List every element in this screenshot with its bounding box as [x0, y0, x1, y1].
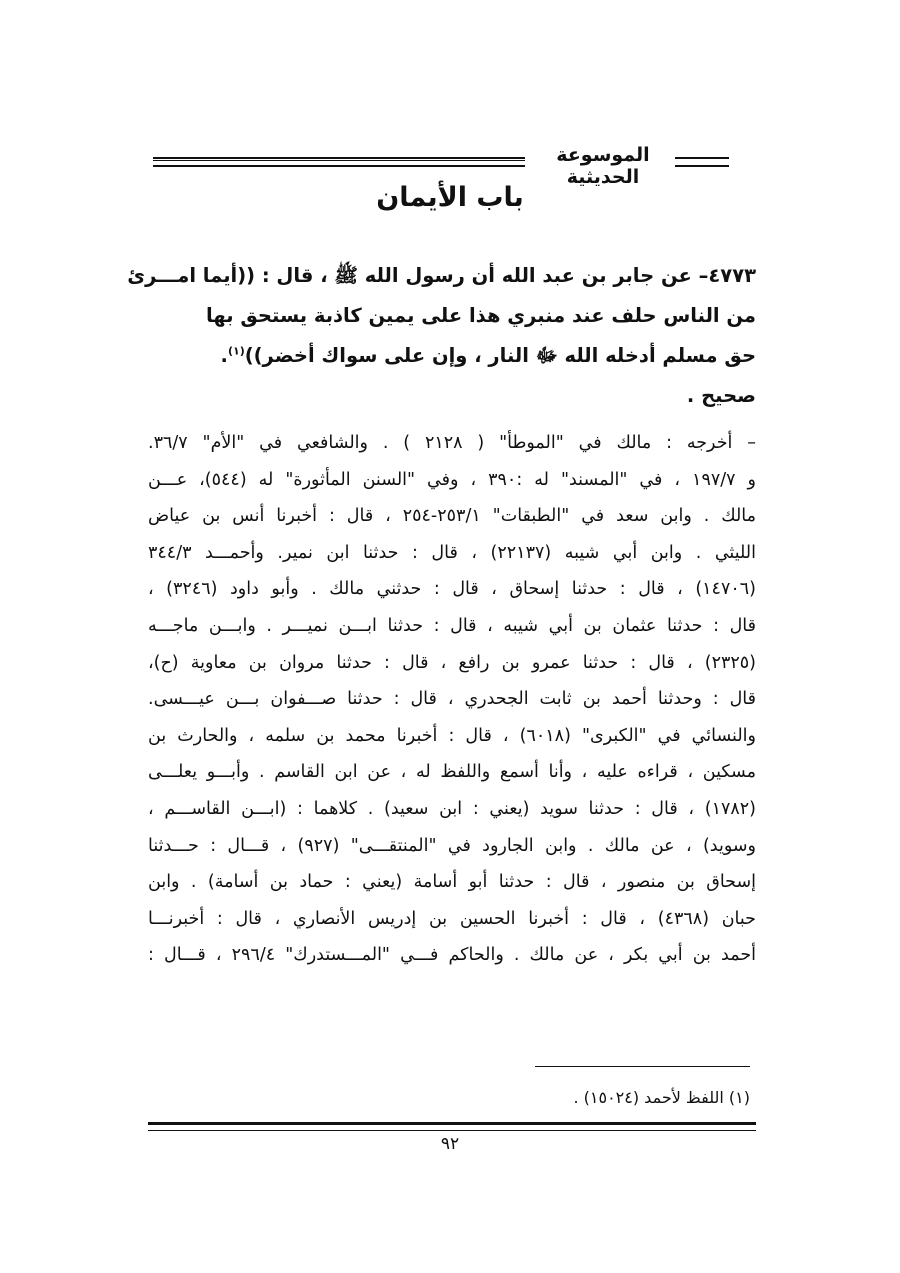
takhrij-line: و ١٩٧/٧ ، في "المسند" له :٣٩٠ ، وفي "السنن المأثورة" له (٥٤٤)، عـــن	[148, 469, 757, 490]
takhrij-line: (١٧٨٢) ، قال : حدثنا سويد (يعني : ابن سعيد) . كلاهما : (ابـــن القاســـم ،	[148, 798, 756, 819]
running-header	[145, 144, 755, 188]
hadith-line: من الناس حلف عند منبري هذا على يمين كاذبة يستحق بها	[206, 304, 756, 327]
takhrij-line: مالك . وابن سعد في "الطبقات" ٢٥٣/١-٢٥٤ ، قال : أخبرنا أنس بن عياض	[148, 506, 756, 527]
footnote-separator	[535, 1066, 750, 1067]
footnote: (١) اللفظ لأحمد (١٥٠٢٤) .	[573, 1088, 750, 1107]
takhrij-line: مسكين ، قراءه عليه ، وأنا أسمع واللفظ له ، عن ابن القاسم . وأبـــو يعلـــى	[148, 762, 756, 783]
takhrij-line: (١٤٧٠٦) ، قال : حدثنا إسحاق ، قال : حدثني مالك . وأبو داود (٣٢٤٦) ،	[148, 579, 756, 600]
takhrij-line: – أخرجه : مالك في "الموطأ" ( ٢١٢٨ ) . والشافعي في "الأم" ٣٦/٧.	[148, 433, 756, 453]
takhrij-line: أحمد بن أبي بكر ، عن مالك . والحاكم فـــي "المـــستدرك" ٢٩٦/٤ ، قـــال :	[148, 945, 756, 966]
hadith-text	[127, 256, 756, 416]
header-rule-left	[153, 157, 525, 167]
takhrij-line: الليثي . وابن أبي شيبه (٢٢١٣٧) ، قال : حدثنا ابن نمير. وأحمـــد ٣٤٤/٣	[148, 542, 756, 563]
takhrij-line: والنسائي في "الكبرى" (٦٠١٨) ، قال : أخبرنا محمد بن سلمه ، والحارث بن	[148, 725, 756, 746]
footnote-marker: (١)	[227, 344, 245, 358]
takhrij-line: قال : حدثنا عثمان بن أبي شيبه ، قال : حدثنا ابـــن نميـــر . وابـــن ماجـــه	[148, 615, 756, 636]
hadith-line: حق مسلم أدخله الله ﷻ النار ، وإن على سواك أخضر))$^{(١)}$.	[220, 344, 756, 367]
takhrij-line: إسحاق بن منصور ، قال : حدثنا أبو أسامة (يعني : حماد بن أسامة) . وابن	[148, 872, 756, 893]
header-title: الموسوعة الحديثية	[556, 144, 650, 188]
takhrij-line: وسويد) ، عن مالك . وابن الجارود في "المنتقـــى" (٩٢٧) ، قـــال : حـــدثنا	[148, 835, 756, 856]
hadith-line: ٤٧٧٣– عن جابر بن عبد الله أن رسول الله ﷺ ، قال : ((أيما امـــرئ	[127, 264, 756, 287]
takhrij-line: قال : وحدثنا أحمد بن ثابت الجحدري ، قال : حدثنا صـــفوان بـــن عيـــسى.	[148, 689, 756, 710]
takhrij-line: (٢٣٢٥) ، قال : حدثنا عمرو بن رافع ، قال : حدثنا مروان بن معاوية (ح)،	[148, 652, 756, 673]
footer-rule	[148, 1122, 756, 1131]
hadith-line-text: حق مسلم أدخله الله ﷻ النار ، وإن على سواك أخضر))	[244, 344, 756, 367]
header-rule-right	[675, 157, 729, 167]
grading: صحيح .	[686, 384, 756, 407]
page-number: ٩٢	[440, 1134, 460, 1154]
takhrij-text	[148, 425, 756, 974]
chapter-title: باب الأيمان	[376, 182, 524, 213]
takhrij-line: حبان (٤٣٦٨) ، قال : أخبرنا الحسين بن إدريس الأنصاري ، قال : أخبرنـــا	[148, 908, 756, 929]
